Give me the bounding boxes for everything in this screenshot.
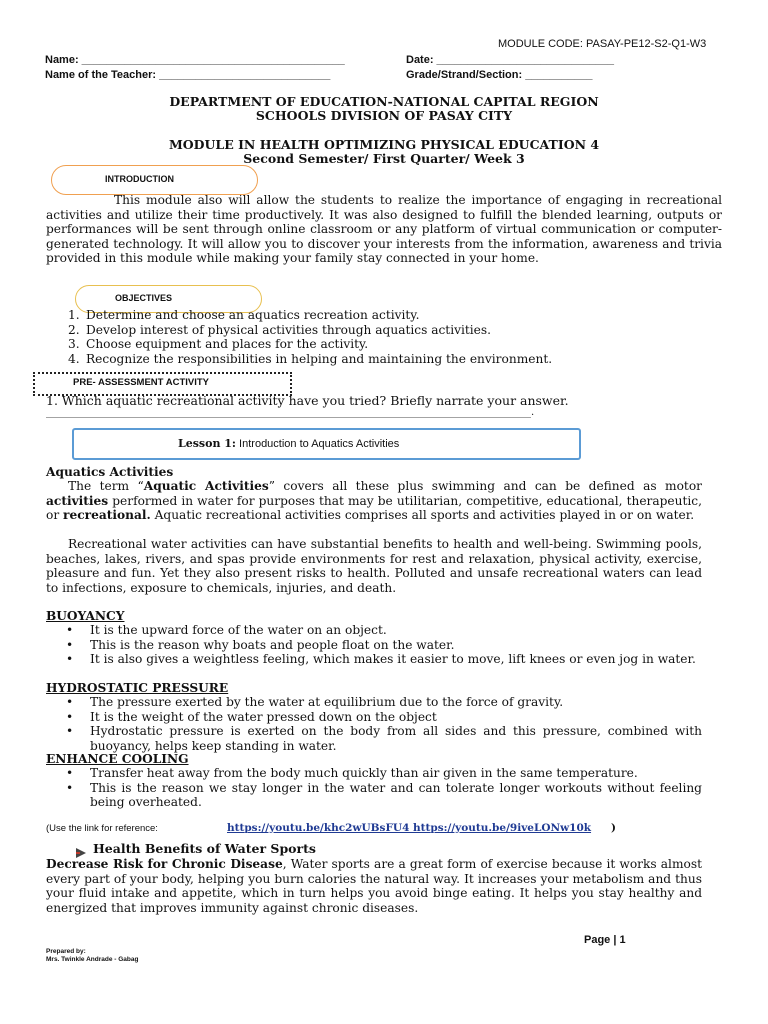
list-item: • The pressure exerted by the water at equilibrium due to the force of gravity. — [66, 695, 564, 709]
lesson-title: Lesson 1: Introduction to Aquatics Activities — [178, 437, 400, 450]
aquatics-heading: Aquatics Activities — [46, 465, 174, 479]
pre-assessment-label: PRE- ASSESSMENT ACTIVITY — [73, 377, 210, 388]
benefits-paragraph: Decrease Risk for Chronic Disease, Water sports are a great form of exercise because it works almost every part of your body, helping you burn calories the natural way. It increases your metabolism and thus your fluid intake and appetite, which in turn helps you avoid binge eating. It helps you stay healthy and energized that improves immunity against chronic diseases. — [46, 857, 702, 915]
reference-close: ) — [611, 822, 616, 834]
list-item: • It is the weight of the water pressed down on the object — [66, 709, 437, 724]
semester-title: Second Semester/ First Quarter/ Week 3 — [243, 151, 525, 166]
buoyancy-heading: BUOYANCY — [46, 609, 125, 623]
list-item: 1. Determine and choose an aquatics recreation activity. — [68, 308, 420, 322]
buoyancy-list — [66, 623, 702, 667]
list-item: • This is the reason why boats and people float on the water. — [66, 637, 455, 652]
list-item: 2. Develop interest of physical activities through aquatics activities. — [68, 322, 492, 337]
aquatics-paragraph-1: The term “Aquatic Activities” covers all these plus swimming and can be defined as motor activities performed in water for purposes that may be utilitarian, competitive, educational, therapeutic, or recreational. Aquatic recreational activities comprises all sports and activities played in or on water. — [46, 479, 702, 523]
objectives-label: OBJECTIVES — [114, 293, 172, 303]
list-item: 3. Choose equipment and places for the activity. — [68, 337, 369, 352]
introduction-badge — [51, 165, 258, 195]
module-code: MODULE CODE: PASAY-PE12-S2-Q1-W3 — [498, 38, 707, 50]
objectives-list — [68, 308, 728, 366]
name-field: Name: ___________________________________________ — [45, 54, 345, 66]
teacher-field: Name of the Teacher: ____________________________ — [45, 69, 331, 81]
dept-title: DEPARTMENT OF EDUCATION-NATIONAL CAPITAL REGION — [169, 94, 599, 109]
prepared-by: Prepared by: — [46, 948, 86, 955]
arrow-bullet-icon — [76, 843, 86, 853]
list-item: • This is the reason we stay longer in the water and can tolerate longer workouts without feeling being overheated. — [66, 780, 702, 810]
grade-field: Grade/Strand/Section: ___________ — [406, 69, 593, 81]
lesson-box — [72, 428, 581, 460]
list-item: • Hydrostatic pressure is exerted on the body from all sides and this pressure, combined with buoyancy, helps keep standing in water. — [66, 724, 702, 753]
module-title: MODULE IN HEALTH OPTIMIZING PHYSICAL EDUCATION 4 — [168, 137, 600, 152]
list-item: • It is the upward force of the water on an object. — [66, 623, 387, 637]
introduction-label: INTRODUCTION — [105, 174, 174, 184]
list-item: • Transfer heat away from the body much quickly than air given in the same temperature. — [66, 766, 638, 780]
answer-line: _________________________________________________________________________________________________. — [46, 407, 535, 418]
cooling-heading: ENHANCE COOLING — [46, 752, 189, 766]
aquatics-paragraph-2: Recreational water activities can have substantial benefits to health and well-being. Swimming pools, beaches, lakes, rivers, and spas provide environments for rest and relaxation, physical activity, exercise, pleasure and fun. Yet they also present risks to health. Polluted and unsafe recreational waters can lead to infections, exposure to chemicals, injuries, and death. — [46, 537, 702, 595]
author: Mrs. Twinkle Andrade - Gabag — [46, 956, 139, 963]
reference-label: (Use the link for reference: — [46, 823, 158, 834]
hydrostatic-list — [66, 695, 702, 753]
benefits-heading: Health Benefits of Water Sports — [93, 841, 316, 856]
reference-links[interactable]: https://youtu.be/khc2wUBsFU4 https://youtu.be/9iveLONw10k — [227, 822, 592, 834]
cooling-list — [66, 766, 702, 810]
page-number: Page | 1 — [584, 934, 626, 946]
list-item: • It is also gives a weightless feeling, which makes it easier to move, lift knees or even jog in water. — [66, 652, 696, 667]
introduction-text: This module also will allow the students to realize the importance of engaging in recreational activities and utilize their time productively. It was also designed to fulfill the blended learning, outputs or performances will be sent through online classroom or any platform of virtual communication or computer- generated technology. It will allow you to discover your interests from the information, awareness and trivia provided in this module while making your family stay connected in your home. — [46, 193, 722, 266]
hydrostatic-heading: HYDROSTATIC PRESSURE — [46, 681, 229, 695]
division-title: SCHOOLS DIVISION OF PASAY CITY — [255, 108, 513, 123]
pre-assessment-question: 1. Which aquatic recreational activity have you tried? Briefly narrate your answer. — [46, 393, 569, 408]
list-item: 4. Recognize the responsibilities in helping and maintaining the environment. — [68, 351, 553, 366]
date-field: Date: _____________________________ — [406, 54, 614, 66]
